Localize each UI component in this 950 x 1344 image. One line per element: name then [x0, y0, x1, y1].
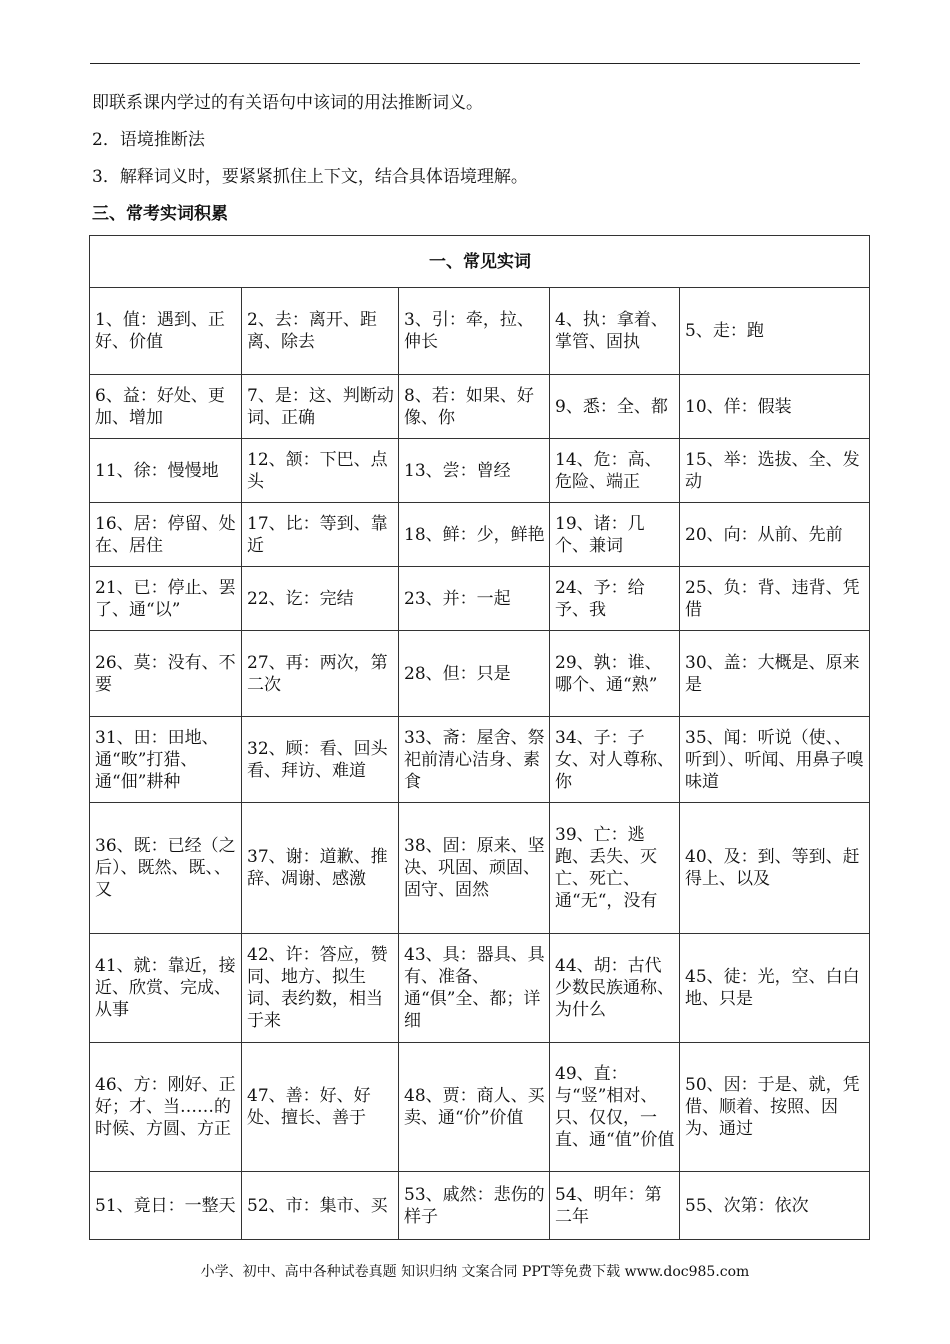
- vocab-cell: 42、许：答应，赞同、地方、拟生词、表约数，相当于来: [242, 934, 399, 1043]
- vocab-cell: 7、是：这、判断动词、正确: [242, 375, 399, 439]
- vocab-cell: 8、若：如果、好像、你: [399, 375, 550, 439]
- vocab-cell: 24、予：给予、我: [550, 567, 680, 631]
- footer-text: 小学、初中、高中各种试卷真题 知识归纳 文案合同 PPT等免费下载 www.doc985.com: [200, 1264, 750, 1280]
- vocab-cell: 37、谢：道歉、推辞、凋谢、感激: [242, 803, 399, 934]
- intro-line-2: 2．语境推断法: [92, 130, 205, 150]
- vocab-cell: 40、及：到、等到、赶得上、以及: [680, 803, 870, 934]
- vocab-cell: 28、但：只是: [399, 631, 550, 717]
- vocab-cell: 12、颔：下巴、点头: [242, 439, 399, 503]
- vocab-cell: 1、值：遇到、正好、价值: [90, 288, 242, 375]
- vocab-cell: 6、益：好处、更加、增加: [90, 375, 242, 439]
- vocab-cell: 2、去：离开、距离、除去: [242, 288, 399, 375]
- vocab-cell: 21、已：停止、罢了、通“以”: [90, 567, 242, 631]
- vocab-cell: 4、执：拿着、掌管、固执: [550, 288, 680, 375]
- vocab-cell: 46、方：刚好、正好；才、当……的时候、方圆、方正: [90, 1043, 242, 1172]
- table-row: [90, 934, 870, 1043]
- table-row: [90, 503, 870, 567]
- vocab-cell: 29、孰：谁、哪个、通“熟”: [550, 631, 680, 717]
- vocab-cell: 47、善：好、好处、擅长、善于: [242, 1043, 399, 1172]
- table-row: [90, 803, 870, 934]
- table-row: [90, 1043, 870, 1172]
- vocab-table: [89, 235, 870, 1240]
- vocab-cell: 11、徐：慢慢地: [90, 439, 242, 503]
- table-row: [90, 375, 870, 439]
- vocab-cell: 39、亡：逃跑、丢失、灭亡、死亡、通“无“，没有: [550, 803, 680, 934]
- vocab-cell: 33、斋：屋舍、祭祀前清心洁身、素食: [399, 717, 550, 803]
- vocab-cell: 36、既：已经（之后）、既然、既、、又: [90, 803, 242, 934]
- intro-line-3: 3．解释词义时，要紧紧抓住上下文，结合具体语境理解。: [92, 167, 528, 187]
- vocab-cell: 26、莫：没有、不要: [90, 631, 242, 717]
- vocab-cell: 49、直：与“竖”相对、只、仅仅，一直、通“值”价值: [550, 1043, 680, 1172]
- table-title: 一、常见实词: [90, 236, 870, 288]
- vocab-cell: 48、贾：商人、买卖、通“价”价值: [399, 1043, 550, 1172]
- vocab-cell: 30、盖：大概是、原来是: [680, 631, 870, 717]
- header-rule: [90, 63, 860, 64]
- vocab-cell: 22、讫：完结: [242, 567, 399, 631]
- vocab-cell: 3、引：牵，拉、伸长: [399, 288, 550, 375]
- vocab-cell: 38、固：原来、坚决、巩固、顽固、固守、固然: [399, 803, 550, 934]
- vocab-cell: 43、具：器具、具有、准备、通“俱”全、都；详细: [399, 934, 550, 1043]
- table-row: [90, 439, 870, 503]
- vocab-cell: 31、田：田地、通“畋”打猎、通“佃”耕种: [90, 717, 242, 803]
- vocab-cell: 35、闻：听说（使、、听到）、听闻、用鼻子嗅味道: [680, 717, 870, 803]
- table-row: [90, 288, 870, 375]
- vocab-cell: 25、负：背、违背、凭借: [680, 567, 870, 631]
- vocab-cell: 34、子：子女、对人尊称、你: [550, 717, 680, 803]
- vocab-cell: 23、并：一起: [399, 567, 550, 631]
- vocab-cell: 10、佯：假装: [680, 375, 870, 439]
- vocab-cell: 9、悉：全、都: [550, 375, 680, 439]
- vocab-cell: 51、竟日：一整天: [90, 1172, 242, 1240]
- vocab-cell: 5、走：跑: [680, 288, 870, 375]
- table-title-row: [90, 236, 870, 288]
- vocab-cell: 32、顾：看、回头看、拜访、难道: [242, 717, 399, 803]
- vocab-cell: 53、戚然：悲伤的样子: [399, 1172, 550, 1240]
- table-row: [90, 567, 870, 631]
- vocab-cell: 45、徒：光，空、白白地、只是: [680, 934, 870, 1043]
- vocab-cell: 41、就：靠近，接近、欣赏、完成、从事: [90, 934, 242, 1043]
- vocab-cell: 14、危：高、危险、端正: [550, 439, 680, 503]
- vocab-cell: 54、明年：第二年: [550, 1172, 680, 1240]
- section-heading: 三、常考实词积累: [92, 204, 228, 224]
- table-row: [90, 1172, 870, 1240]
- vocab-cell: 50、因：于是、就，凭借、顺着、按照、因为、通过: [680, 1043, 870, 1172]
- vocab-cell: 19、诸：几个、兼词: [550, 503, 680, 567]
- vocab-cell: 44、胡：古代少数民族通称、为什么: [550, 934, 680, 1043]
- vocab-cell: 17、比：等到、靠近: [242, 503, 399, 567]
- vocab-cell: 20、向：从前、先前: [680, 503, 870, 567]
- vocab-cell: 18、鲜：少，鲜艳: [399, 503, 550, 567]
- vocab-cell: 16、居：停留、处在、居住: [90, 503, 242, 567]
- vocab-cell: 15、举：选拔、全、发动: [680, 439, 870, 503]
- table-row: [90, 717, 870, 803]
- vocab-cell: 13、尝：曾经: [399, 439, 550, 503]
- vocab-cell: 52、市：集市、买: [242, 1172, 399, 1240]
- vocab-cell: 27、再：两次，第二次: [242, 631, 399, 717]
- vocab-cell: 55、次第：依次: [680, 1172, 870, 1240]
- intro-line-1: 即联系课内学过的有关语句中该词的用法推断词义。: [92, 93, 483, 113]
- table-row: [90, 631, 870, 717]
